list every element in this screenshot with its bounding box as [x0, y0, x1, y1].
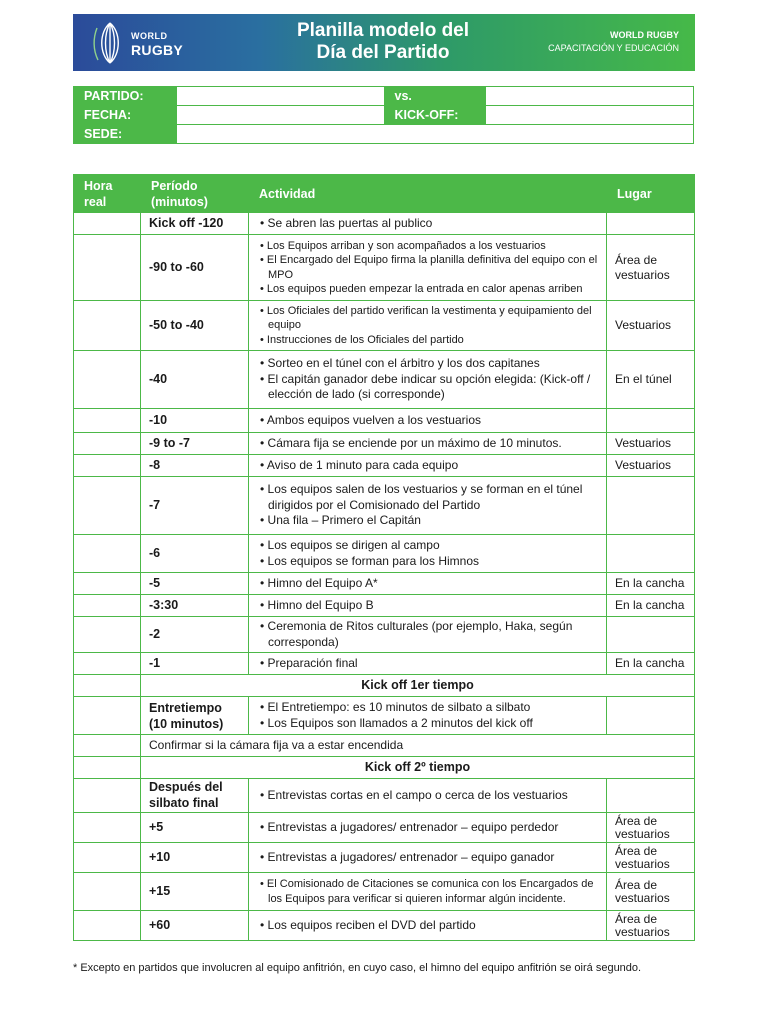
- actividad-cell: [249, 409, 607, 433]
- bullet-icon: •: [260, 356, 268, 371]
- sede-label: SEDE:: [74, 125, 177, 144]
- table-row: [74, 573, 695, 595]
- hora-real-cell[interactable]: [74, 735, 141, 757]
- header-lugar: Lugar: [607, 175, 695, 213]
- bullet-icon: •: [260, 715, 268, 730]
- title-line-2: Día del Partido: [316, 42, 450, 63]
- bullet-icon: •: [260, 619, 268, 633]
- title-line-1: Planilla modelo del: [296, 20, 470, 41]
- actividad-item: [257, 576, 598, 592]
- lugar-cell: [607, 213, 695, 235]
- lugar-cell: En la cancha: [607, 595, 695, 617]
- bullet-icon: •: [260, 787, 268, 802]
- bullet-icon: •: [260, 700, 268, 714]
- periodo-cell: -90 to -60: [141, 235, 249, 301]
- actividad-item: [257, 598, 598, 614]
- periodo-cell: Kick off -120: [141, 213, 249, 235]
- actividad-item: [257, 372, 598, 403]
- actividad-text: El Entretiempo: es 10 minutos de silbato a silbato: [267, 700, 531, 714]
- actividad-text: Los equipos salen de los vestuarios y se forman en el túnel dirigidos por el Comisionado del Partido: [267, 482, 583, 512]
- hora-real-cell[interactable]: [74, 535, 141, 573]
- logo-top-text: WORLD: [131, 31, 168, 41]
- schedule-header-row: [74, 175, 695, 213]
- table-row: [74, 301, 695, 351]
- actividad-cell: [249, 653, 607, 675]
- actividad-item: [257, 700, 598, 716]
- actividad-text: Los Oficiales del partido verifican la vestimenta y equipamiento del equipo: [266, 304, 592, 332]
- table-row: [74, 213, 695, 235]
- actividad-item: [257, 554, 598, 570]
- bullet-icon: •: [260, 538, 268, 552]
- hora-real-cell[interactable]: [74, 455, 141, 477]
- opponent-field[interactable]: [486, 87, 694, 106]
- hora-real-cell[interactable]: [74, 675, 141, 697]
- actividad-cell: [249, 535, 607, 573]
- section-kickoff-1: Kick off 1er tiempo: [141, 675, 695, 697]
- actividad-text: Instrucciones de los Oficiales del partido: [266, 333, 464, 346]
- table-row: [74, 911, 695, 941]
- table-row: [74, 235, 695, 301]
- actividad-item: [257, 656, 598, 672]
- bullet-icon: •: [260, 597, 268, 612]
- actividad-cell: [249, 873, 607, 911]
- fecha-field[interactable]: [176, 106, 384, 125]
- bullet-icon: •: [260, 575, 268, 590]
- info-row-sede: [74, 125, 694, 144]
- camera-note-row: [74, 735, 695, 757]
- info-row-fecha: [74, 106, 694, 125]
- lugar-cell: En la cancha: [607, 653, 695, 675]
- table-row: [74, 779, 695, 813]
- bullet-icon: •: [260, 333, 267, 346]
- table-row: [74, 535, 695, 573]
- actividad-cell: [249, 477, 607, 535]
- bullet-icon: •: [260, 849, 268, 864]
- lugar-cell: [607, 779, 695, 813]
- actividad-text: Se abren las puertas al publico: [267, 215, 433, 230]
- actividad-cell: [249, 595, 607, 617]
- page-title: [253, 20, 513, 64]
- actividad-text: Los equipos se dirigen al campo: [267, 538, 440, 552]
- actividad-text: Los equipos se forman para los Himnos: [267, 553, 479, 568]
- actividad-text: Los Equipos arriban y son acompañados a los vestuarios: [266, 239, 546, 252]
- table-row: [74, 455, 695, 477]
- actividad-item: [257, 436, 598, 452]
- bullet-icon: •: [260, 553, 268, 568]
- lugar-cell: [607, 535, 695, 573]
- actividad-text: Preparación final: [267, 655, 358, 670]
- lugar-cell: Área de vestuarios: [607, 813, 695, 843]
- periodo-cell: -10: [141, 409, 249, 433]
- actividad-text: Himno del Equipo A*: [267, 575, 378, 590]
- header-periodo: Período (minutos): [141, 175, 249, 213]
- actividad-text: Cámara fija se enciende por un máximo de 10 minutos.: [267, 435, 562, 450]
- table-row: [74, 433, 695, 455]
- actividad-cell: [249, 455, 607, 477]
- org-name: WORLD RUGBY: [610, 30, 679, 40]
- actividad-text: Ambos equipos vuelven a los vestuarios: [266, 412, 481, 427]
- lugar-cell: Área de vestuarios: [607, 235, 695, 301]
- bullet-icon: •: [260, 513, 268, 528]
- actividad-item: [257, 413, 598, 429]
- actividad-text: Entrevistas a jugadores/ entrenador – equipo perdedor: [267, 819, 559, 834]
- periodo-cell: -8: [141, 455, 249, 477]
- rugby-ball-logo-icon: [91, 20, 129, 66]
- sede-field[interactable]: [176, 125, 693, 144]
- actividad-text: Himno del Equipo B: [267, 597, 374, 612]
- bullet-icon: •: [260, 371, 268, 386]
- hora-real-cell[interactable]: [74, 573, 141, 595]
- table-row: [74, 843, 695, 873]
- periodo-cell: -50 to -40: [141, 301, 249, 351]
- actividad-item: [257, 918, 598, 934]
- footnote: * Excepto en partidos que involucren al equipo anfitrión, en cuyo caso, el himno del equipo anfitrión se oirá segundo.: [73, 962, 642, 974]
- bullet-icon: •: [260, 239, 267, 252]
- kickoff-field[interactable]: [486, 106, 694, 125]
- bullet-icon: •: [260, 435, 268, 450]
- lugar-cell: [607, 477, 695, 535]
- actividad-cell: [249, 843, 607, 873]
- actividad-text: Aviso de 1 minuto para cada equipo: [266, 457, 459, 472]
- periodo-cell: -40: [141, 351, 249, 409]
- table-row: [74, 351, 695, 409]
- actividad-cell: [249, 697, 607, 735]
- actividad-text: El Encargado del Equipo firma la planilla definitiva del equipo con el MPO: [266, 254, 598, 281]
- hora-real-cell[interactable]: [74, 409, 141, 433]
- bullet-icon: •: [260, 819, 268, 834]
- lugar-cell: [607, 409, 695, 433]
- hora-real-cell[interactable]: [74, 595, 141, 617]
- periodo-cell: -6: [141, 535, 249, 573]
- periodo-cell: -5: [141, 573, 249, 595]
- actividad-cell: [249, 617, 607, 653]
- table-row: [74, 813, 695, 843]
- hora-real-cell[interactable]: [74, 873, 141, 911]
- section-kickoff-1-row: [74, 675, 695, 697]
- section-kickoff-2: Kick off 2º tiempo: [141, 757, 695, 779]
- table-row: [74, 477, 695, 535]
- bullet-icon: •: [260, 655, 268, 670]
- periodo-cell: Después del silbato final: [141, 779, 249, 813]
- bullet-icon: •: [260, 457, 267, 472]
- partido-field[interactable]: [176, 87, 384, 106]
- hora-real-cell[interactable]: [74, 301, 141, 351]
- hora-real-cell[interactable]: [74, 843, 141, 873]
- periodo-cell: -1: [141, 653, 249, 675]
- actividad-text: Los equipos pueden empezar la entrada en calor apenas arriben: [266, 283, 583, 295]
- actividad-item: [257, 356, 598, 372]
- hora-real-cell[interactable]: [74, 433, 141, 455]
- hora-real-cell[interactable]: [74, 351, 141, 409]
- periodo-cell: +10: [141, 843, 249, 873]
- match-info-table: [73, 86, 694, 144]
- hora-real-cell[interactable]: [74, 911, 141, 941]
- hora-real-cell[interactable]: [74, 235, 141, 301]
- table-row: [74, 409, 695, 433]
- hora-real-cell[interactable]: [74, 617, 141, 653]
- actividad-text: Entrevistas cortas en el campo o cerca de los vestuarios: [267, 787, 568, 802]
- lugar-cell: En la cancha: [607, 573, 695, 595]
- hora-real-cell[interactable]: [74, 477, 141, 535]
- hora-real-cell[interactable]: [74, 813, 141, 843]
- actividad-cell: [249, 813, 607, 843]
- actividad-item: [257, 216, 598, 232]
- actividad-item: [257, 619, 598, 650]
- table-row: [74, 595, 695, 617]
- logo-main-text: RUGBY: [131, 42, 184, 58]
- actividad-cell: [249, 301, 607, 351]
- actividad-item: [257, 239, 598, 254]
- actividad-text: Sorteo en el túnel con el árbitro y los dos capitanes: [267, 356, 540, 371]
- actividad-item: [257, 282, 598, 297]
- header-banner: [73, 14, 695, 71]
- header-hora: Hora real: [74, 175, 141, 213]
- info-row-partido: [74, 87, 694, 106]
- table-row: [74, 653, 695, 675]
- actividad-item: [257, 788, 598, 804]
- periodo-cell: -3:30: [141, 595, 249, 617]
- lugar-cell: Área de vestuarios: [607, 911, 695, 941]
- table-row: [74, 617, 695, 653]
- bullet-icon: •: [260, 304, 267, 317]
- header-actividad: Actividad: [249, 175, 607, 213]
- actividad-item: [257, 253, 598, 282]
- actividad-cell: [249, 433, 607, 455]
- actividad-cell: [249, 779, 607, 813]
- actividad-text: Entrevistas a jugadores/ entrenador – equipo ganador: [267, 849, 555, 864]
- camera-note: Confirmar si la cámara fija va a estar encendida: [141, 735, 695, 757]
- bullet-icon: •: [260, 215, 268, 230]
- hora-real-cell[interactable]: [74, 757, 141, 779]
- actividad-item: [257, 304, 598, 333]
- bullet-icon: •: [260, 412, 267, 427]
- periodo-cell: -2: [141, 617, 249, 653]
- lugar-cell: Vestuarios: [607, 301, 695, 351]
- actividad-item: [257, 820, 598, 836]
- org-department: CAPACITACIÓN Y EDUCACIÓN: [548, 43, 679, 53]
- actividad-text: Ceremonia de Ritos culturales (por ejemplo, Haka, según corresponda): [267, 619, 573, 649]
- periodo-cell: +15: [141, 873, 249, 911]
- periodo-cell: +5: [141, 813, 249, 843]
- actividad-item: [257, 482, 598, 513]
- actividad-item: [257, 850, 598, 866]
- actividad-cell: [249, 213, 607, 235]
- actividad-item: [257, 458, 598, 474]
- hora-real-cell[interactable]: [74, 653, 141, 675]
- lugar-cell: [607, 697, 695, 735]
- actividad-text: El capitán ganador debe indicar su opción elegida: (Kick-off / elección de lado (si corresponde): [267, 371, 591, 402]
- schedule-table: [73, 174, 695, 941]
- periodo-cell: Entretiempo (10 minutos): [141, 697, 249, 735]
- actividad-item: [257, 716, 598, 732]
- actividad-cell: [249, 573, 607, 595]
- actividad-text: Una fila – Primero el Capitán: [267, 513, 421, 528]
- world-rugby-logo: [91, 20, 201, 66]
- kickoff-label: KICK-OFF:: [384, 106, 486, 125]
- bullet-icon: •: [260, 878, 267, 890]
- bullet-icon: •: [260, 482, 268, 497]
- entretiempo-row: [74, 697, 695, 735]
- bullet-icon: •: [260, 254, 267, 266]
- periodo-cell: -9 to -7: [141, 433, 249, 455]
- lugar-cell: Vestuarios: [607, 433, 695, 455]
- lugar-cell: Área de vestuarios: [607, 843, 695, 873]
- partido-label: PARTIDO:: [74, 87, 177, 106]
- periodo-cell: -7: [141, 477, 249, 535]
- hora-real-cell[interactable]: [74, 213, 141, 235]
- section-kickoff-2-row: [74, 757, 695, 779]
- actividad-text: Los Equipos son llamados a 2 minutos del kick off: [267, 715, 533, 730]
- bullet-icon: •: [260, 917, 268, 932]
- fecha-label: FECHA:: [74, 106, 177, 125]
- hora-real-cell[interactable]: [74, 779, 141, 813]
- actividad-item: [257, 877, 598, 906]
- schedule-body: [74, 213, 695, 941]
- banner-right-text: [548, 29, 679, 55]
- actividad-item: [257, 538, 598, 554]
- actividad-text: Los equipos reciben el DVD del partido: [267, 917, 476, 932]
- actividad-cell: [249, 911, 607, 941]
- lugar-cell: Vestuarios: [607, 455, 695, 477]
- lugar-cell: En el túnel: [607, 351, 695, 409]
- actividad-item: [257, 333, 598, 348]
- lugar-cell: [607, 617, 695, 653]
- lugar-cell: Área de vestuarios: [607, 873, 695, 911]
- table-row: [74, 873, 695, 911]
- periodo-cell: +60: [141, 911, 249, 941]
- actividad-item: [257, 513, 598, 529]
- actividad-text: El Comisionado de Citaciones se comunica con los Encargados de los Equipos para verificar si quieren informar algún incidente.: [266, 878, 594, 905]
- hora-real-cell[interactable]: [74, 697, 141, 735]
- bullet-icon: •: [260, 283, 267, 295]
- vs-label: vs.: [384, 87, 486, 106]
- actividad-cell: [249, 351, 607, 409]
- actividad-cell: [249, 235, 607, 301]
